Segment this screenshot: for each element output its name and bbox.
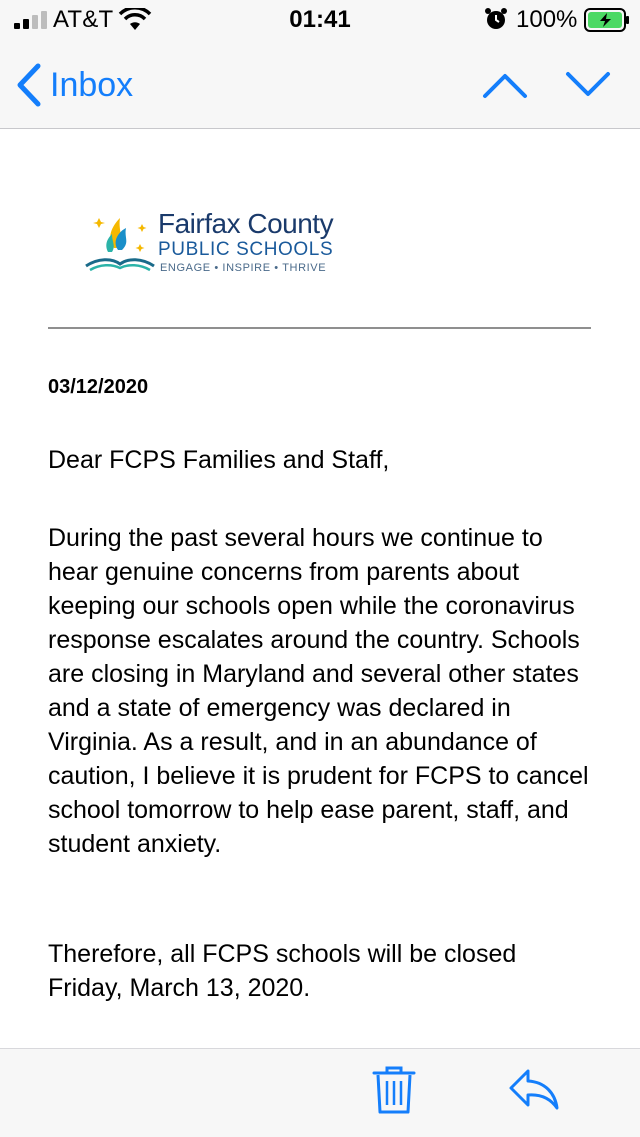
navigation-bar (0, 48, 640, 120)
header-divider (48, 327, 591, 329)
trash-icon[interactable] (372, 1065, 416, 1115)
back-to-inbox-button[interactable] (14, 60, 133, 110)
status-time: 01:41 (289, 6, 351, 33)
chevron-up-icon[interactable] (481, 68, 529, 100)
status-bar (0, 0, 640, 40)
top-bar (0, 0, 640, 129)
email-date: 03/12/2020 (48, 376, 149, 398)
torch-book-logo-icon (84, 208, 156, 276)
email-paragraph-2: Therefore, all FCPS schools will be closed Friday, March 13, 2020. (48, 940, 517, 1002)
battery-percent: 100% (516, 6, 578, 33)
logo-tagline: ENGAGE • INSPIRE • THRIVE (160, 262, 327, 274)
bottom-toolbar (0, 1048, 640, 1137)
chevron-left-icon (14, 62, 44, 108)
reply-icon[interactable] (508, 1067, 560, 1111)
carrier-name: AT&T (53, 6, 114, 33)
chevron-down-icon[interactable] (564, 68, 612, 100)
battery-icon (584, 8, 630, 32)
email-paragraph-1: During the past several hours we continue to hear genuine concerns from parents about keeping our schools open while the coronavirus response escalates around the country. Schools are closing in Maryland and several other states and a state of emergency was declared in Virginia. As a result, and in an abundance of caution, I believe it is prudent for FCPS to cancel school tomorrow to help ease parent, staff, and student anxiety. (48, 524, 589, 858)
fcps-logo (84, 208, 354, 280)
alarm-icon (484, 7, 508, 31)
email-greeting: Dear FCPS Families and Staff, (48, 446, 390, 474)
back-label: Inbox (50, 65, 134, 104)
logo-subtitle: PUBLIC SCHOOLS (158, 239, 334, 260)
logo-title: Fairfax County (158, 208, 334, 239)
